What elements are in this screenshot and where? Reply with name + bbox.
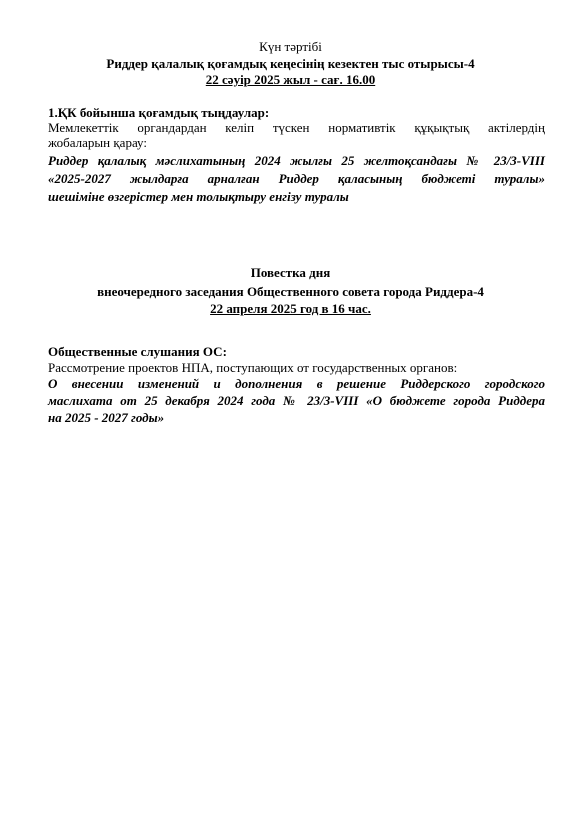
kazakh-item-line-3: шешіміне өзгерістер мен толықтыру енгізу туралы [48,189,349,204]
kazakh-date-wrap [30,72,551,87]
kazakh-subtitle: Риддер қалалық қоғамдық кеңесінің кезектен тыс отырысы-4 [106,56,475,71]
russian-item-line-2: маслихата от 25 декабря 2024 года № 23/3-VIII «О бюджете города Риддера [48,393,545,408]
kazakh-section-text-2: жобаларын қарау: [48,135,147,150]
russian-item-line-1: О внесении изменений и дополнения в решение Риддерского городского [48,376,545,391]
russian-item-line-3: на 2025 - 2027 годы» [48,410,165,425]
russian-title: Повестка дня [250,265,331,280]
russian-subtitle: внеочередного заседания Общественного совета города Риддера-4 [97,284,484,299]
kazakh-item-line-1: Риддер қалалық мәслихатының 2024 жылғы 25 желтоқсандағы № 23/3-VIII [48,153,545,168]
russian-date-wrap [30,301,551,316]
russian-section-heading: Общественные слушания ОС: [48,344,227,359]
kazakh-date-line: 22 сәуір 2025 жыл - сағ. 16.00 [205,72,376,87]
kazakh-section-heading: 1.ҚК бойынша қоғамдық тыңдаулар: [48,105,270,120]
kazakh-section-text-1: Мемлекеттік органдардан келіп түскен нормативтік құқықтық актілердің [48,120,545,135]
russian-date-line: 22 апреля 2025 год в 16 час. [210,301,371,316]
kazakh-title: Күн тәртібі [259,39,322,54]
russian-section-text: Рассмотрение проектов НПА, поступающих от государственных органов: [48,360,458,375]
kazakh-item-line-2: «2025-2027 жылдарға арналған Риддер қаласының бюджеті туралы» [48,171,545,186]
